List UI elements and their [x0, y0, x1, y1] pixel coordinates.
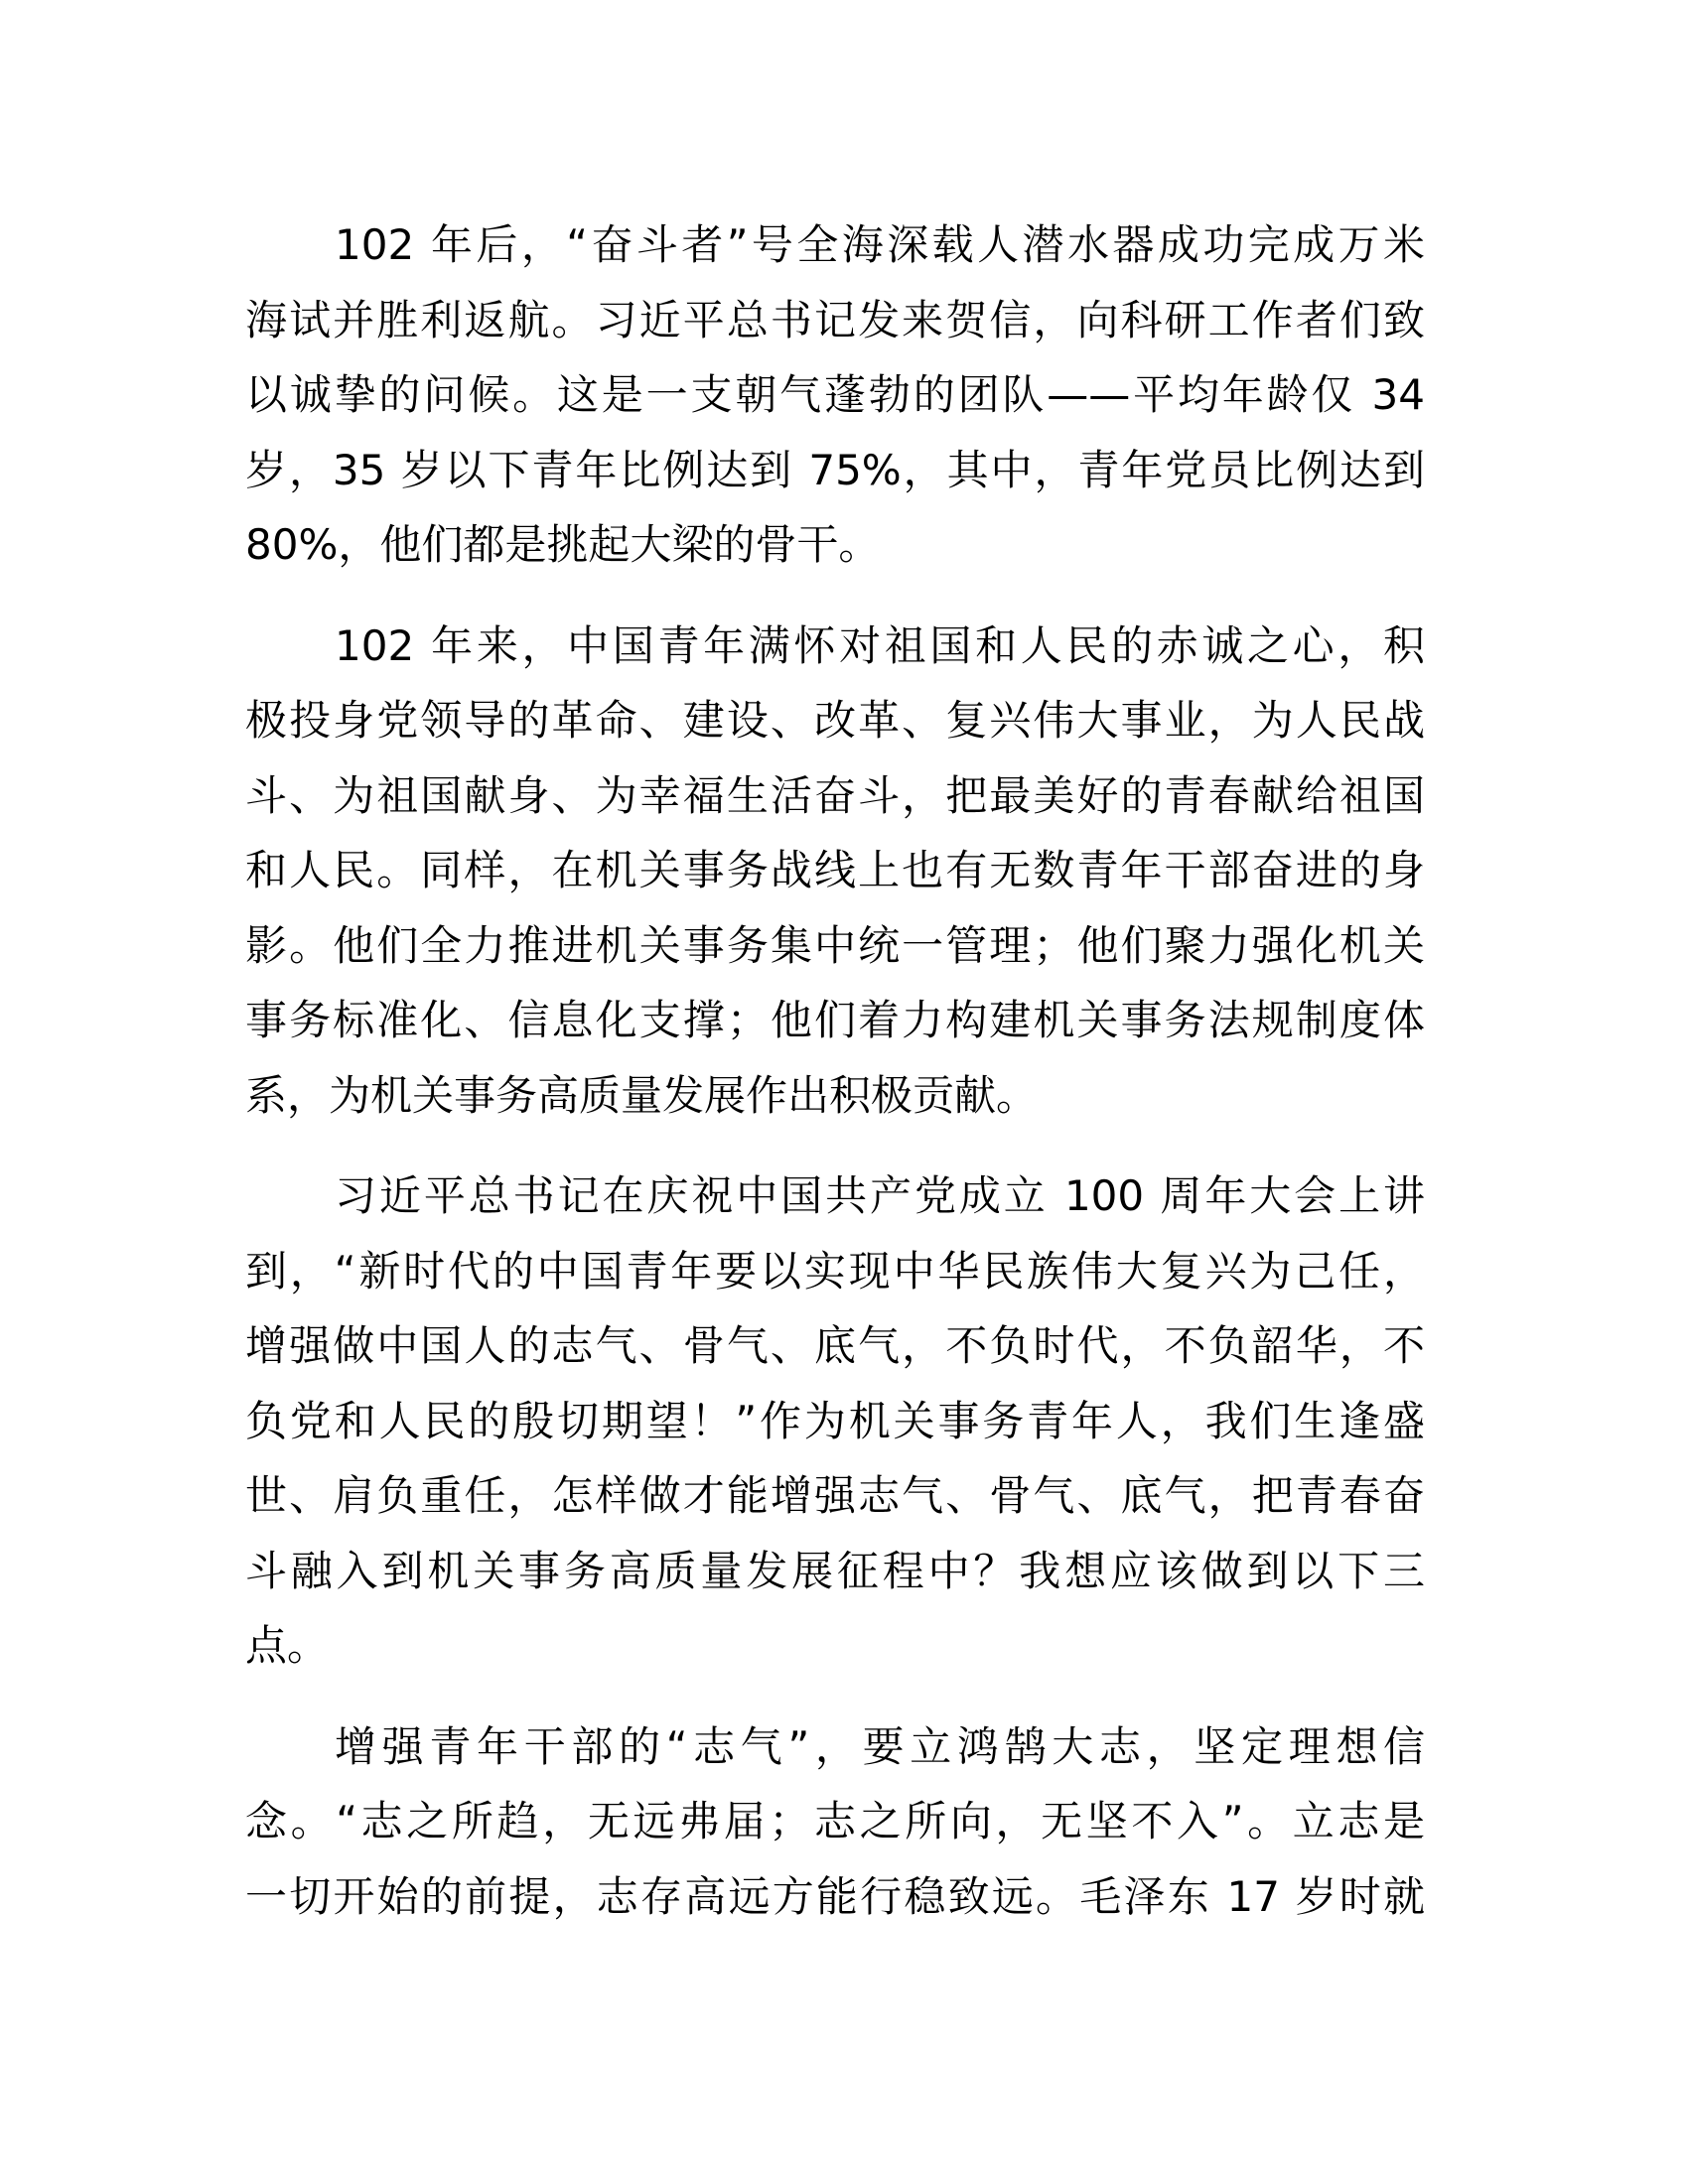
text-line: 和人民。同样，在机关事务战线上也有无数青年干部奋进的身: [245, 846, 1425, 894]
text-line: 增强青年干部的“志气”，要立鸿鹄大志，坚定理想信: [335, 1721, 1425, 1771]
text-line: 系，为机关事务高质量发展作出积极贡献。: [245, 1070, 1039, 1120]
text-line: 80%，他们都是挑起大梁的骨干。: [245, 520, 881, 569]
text-line: 增强做中国人的志气、骨气、底气，不负时代，不负韶华，不: [245, 1321, 1425, 1370]
text-line: 岁，35 岁以下青年比例达到 75%，其中，青年党员比例达到: [245, 445, 1425, 494]
text-line: 负党和人民的殷切期望！”作为机关事务青年人，我们生逢盛: [245, 1396, 1425, 1445]
text-line: 以诚挚的问候。这是一支朝气蓬勃的团队——平均年龄仅 34: [245, 370, 1425, 419]
text-line: 102 年来，中国青年满怀对祖国和人民的赤诚之心，积: [335, 620, 1425, 670]
text-line: 影。他们全力推进机关事务集中统一管理；他们聚力强化机关: [245, 920, 1425, 970]
text-line: 世、肩负重任，怎样做才能增强志气、骨气、底气，把青春奋: [245, 1471, 1425, 1520]
text-line: 斗融入到机关事务高质量发展征程中？我想应该做到以下三: [245, 1546, 1425, 1595]
text-line: 念。“志之所趋，无远弗届；志之所向，无坚不入”。立志是: [245, 1797, 1425, 1845]
text-line: 极投身党领导的革命、建设、改革、复兴伟大事业，为人民战: [245, 696, 1425, 745]
text-line: 102 年后，“奋斗者”号全海深载人潜水器成功完成万米: [335, 220, 1425, 269]
text-line: 到，“新时代的中国青年要以实现中华民族伟大复兴为己任，: [245, 1246, 1425, 1296]
paragraph-2: [245, 609, 1425, 1134]
text-line: 一切开始的前提，志存高远方能行稳致远。毛泽东 17 岁时就: [245, 1871, 1425, 1921]
paragraph-1: [245, 207, 1425, 583]
text-line: 斗、为祖国献身、为幸福生活奋斗，把最美好的青春献给祖国: [245, 770, 1425, 820]
text-line: 事务标准化、信息化支撑；他们着力构建机关事务法规制度体: [245, 996, 1425, 1044]
text-line: 海试并胜利返航。习近平总书记发来贺信，向科研工作者们致: [245, 295, 1425, 344]
paragraph-3: [245, 1159, 1425, 1684]
text-line: 点。: [245, 1621, 330, 1670]
text-line: 习近平总书记在庆祝中国共产党成立 100 周年大会上讲: [335, 1171, 1425, 1220]
paragraph-4: [245, 1709, 1425, 1935]
document-page: [245, 207, 1425, 1960]
